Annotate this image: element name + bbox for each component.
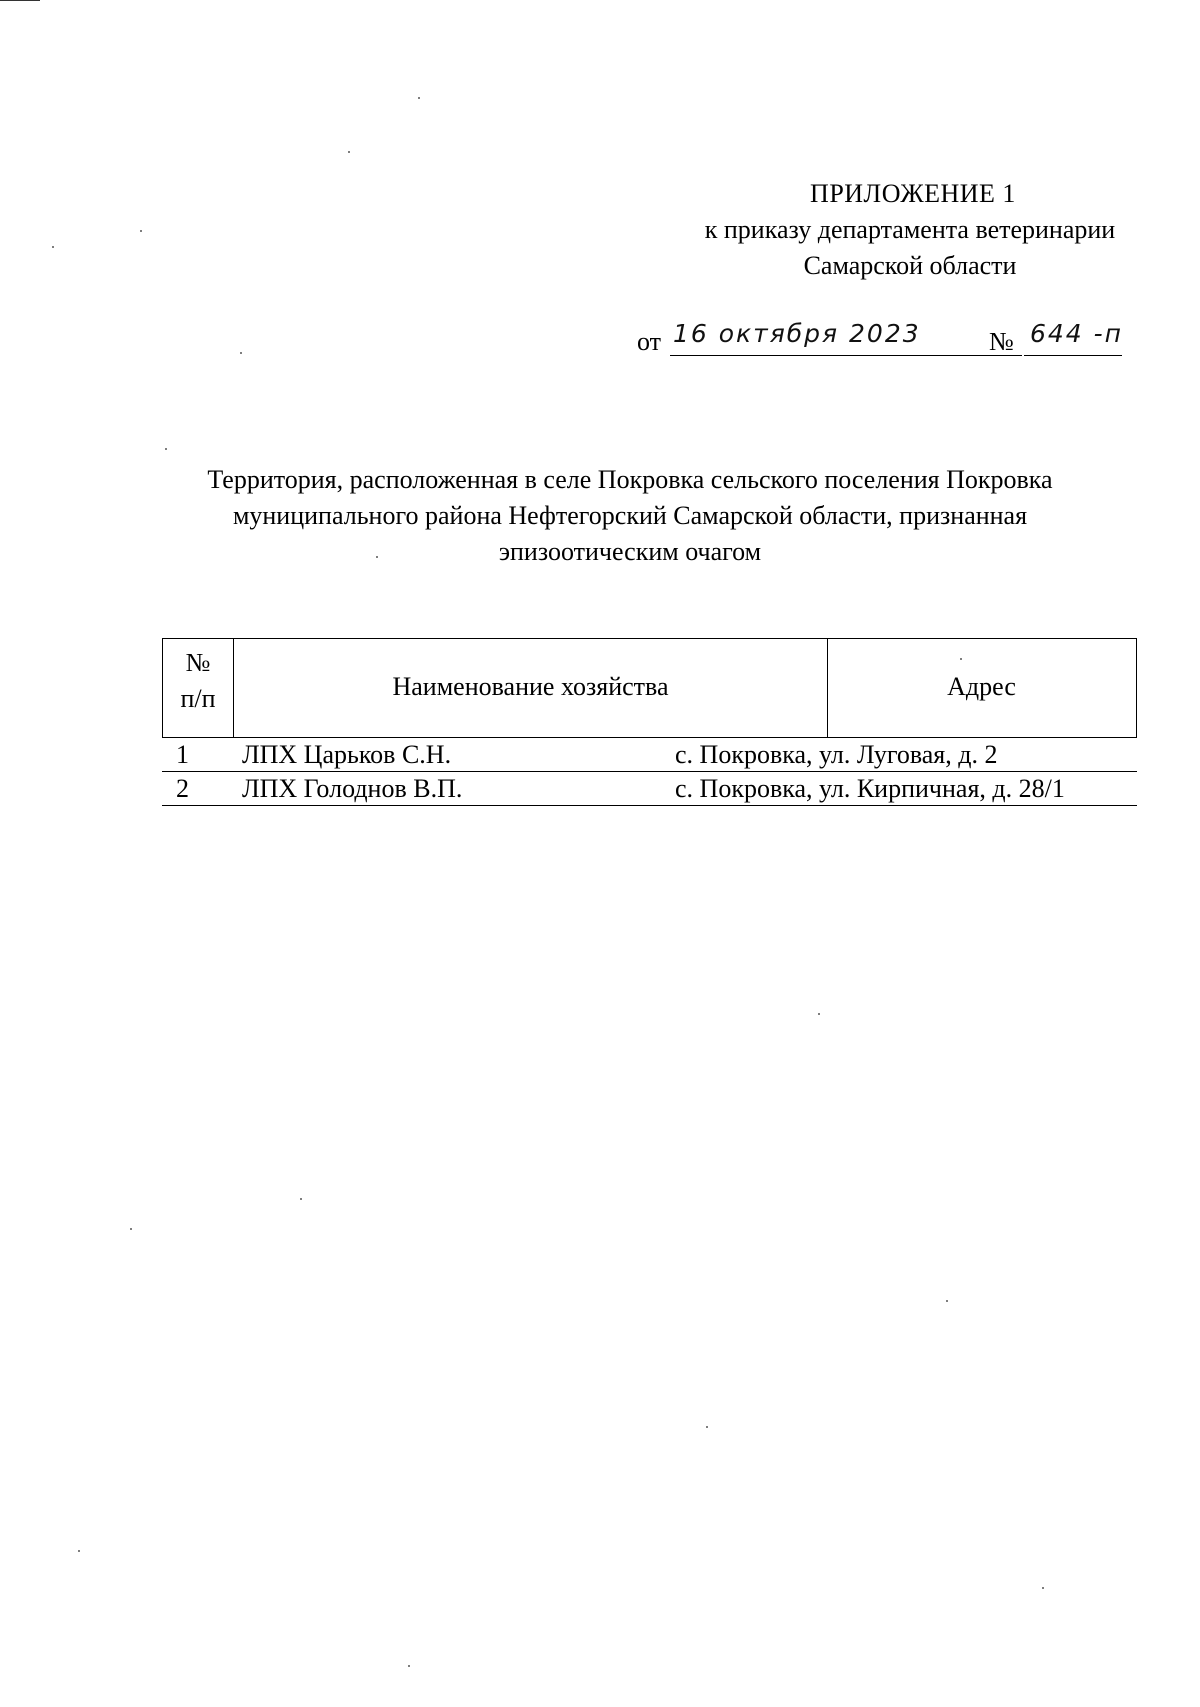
row-address: с. Покровка, ул. Луговая, д. 2 (675, 740, 998, 769)
scan-speck (348, 151, 350, 153)
scan-speck (78, 1550, 80, 1552)
row-farm-name: ЛПХ Голоднов В.П. (242, 774, 463, 803)
scan-speck (818, 1013, 820, 1015)
scan-speck (240, 352, 242, 354)
appendix-title: ПРИЛОЖЕНИЕ 1 (810, 179, 1016, 208)
table-row (162, 738, 1137, 772)
document-title (150, 462, 1110, 570)
scan-speck (418, 97, 420, 99)
handwritten-date: 16 октября 2023 (673, 319, 921, 348)
header-address: Адрес (947, 672, 1016, 701)
order-date-number (637, 319, 1137, 367)
scan-edge-mark (0, 0, 40, 1)
header-number-sign: № (185, 648, 211, 677)
row-number: 2 (176, 774, 189, 803)
scan-speck (408, 1665, 410, 1667)
scan-speck (165, 448, 167, 450)
date-from-label: от (637, 327, 662, 356)
row-number: 1 (176, 740, 189, 769)
farms-table (162, 638, 1137, 806)
header-name: Наименование хозяйства (234, 639, 828, 737)
scan-speck (140, 230, 142, 232)
header-number-pp: п/п (180, 684, 216, 713)
scan-speck (960, 658, 962, 660)
scan-speck (52, 246, 54, 248)
table-header (162, 638, 1137, 738)
title-line-1: Территория, расположенная в селе Покровка сельского поселения Покровка (207, 465, 1053, 494)
appendix-reference: к приказу департамента ветеринарии (704, 215, 1116, 244)
appendix-region: Самарской области (803, 251, 1017, 280)
scan-speck (706, 1426, 708, 1428)
row-address: с. Покровка, ул. Кирпичная, д. 28/1 (675, 774, 1065, 803)
row-farm-name: ЛПХ Царьков С.Н. (242, 740, 452, 769)
table-row (162, 772, 1137, 806)
appendix-header (640, 176, 1180, 284)
number-sign: № (989, 327, 1014, 356)
scan-speck (1042, 1587, 1044, 1589)
title-line-3: эпизоотическим очагом (498, 537, 762, 566)
title-line-2: муниципального района Нефтегорский Самарской области, признанная (232, 501, 1028, 530)
scan-speck (376, 556, 378, 558)
scan-speck (300, 1198, 302, 1200)
scan-speck (130, 1228, 132, 1230)
header-number (163, 639, 234, 737)
handwritten-number: 644 -п (1030, 319, 1124, 348)
scan-speck (946, 1300, 948, 1302)
